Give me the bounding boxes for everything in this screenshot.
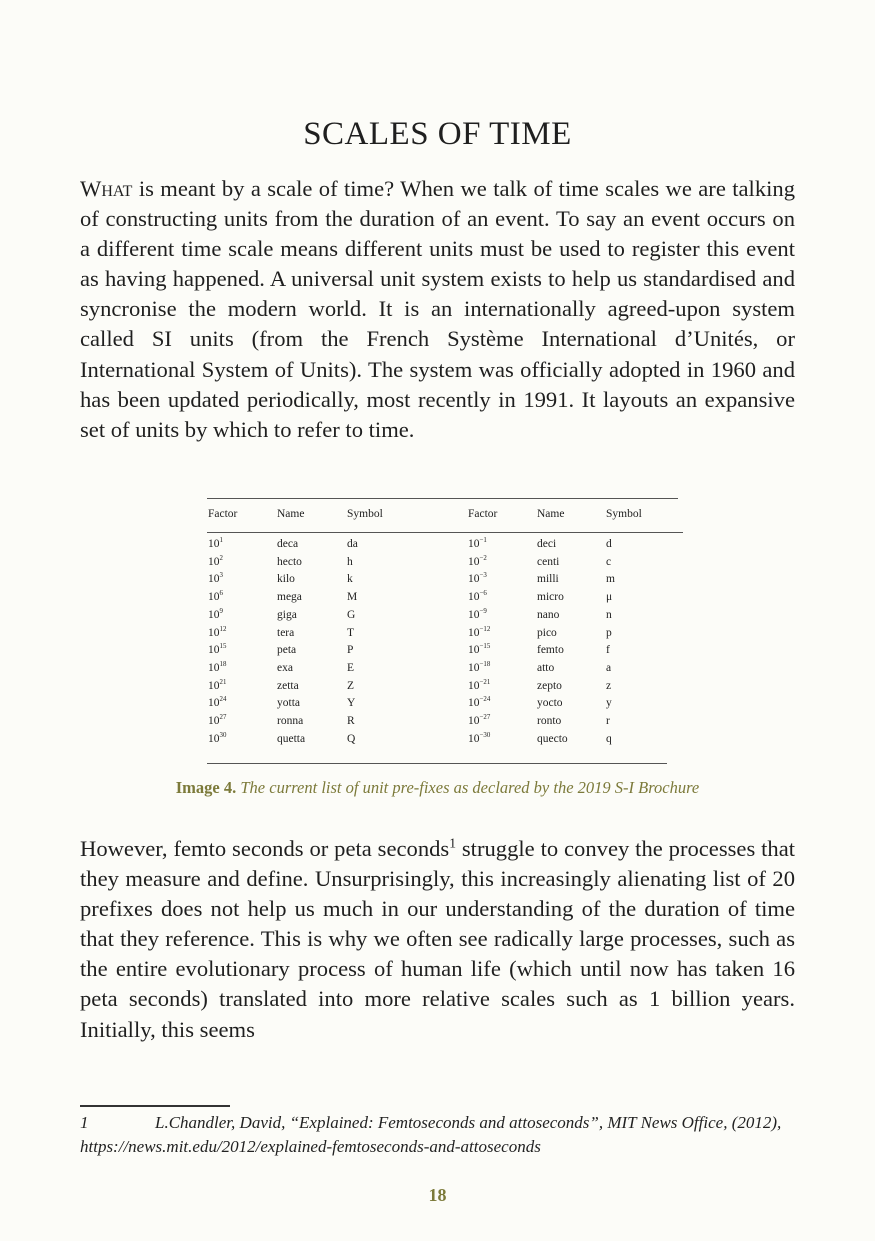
table-cell-symbol: E <box>347 661 355 674</box>
table-cell-symbol: f <box>606 644 610 657</box>
table-cell-name: ronna <box>277 715 304 727</box>
table-cell-name: kilo <box>277 573 295 586</box>
table-cell-symbol: Z <box>347 679 355 692</box>
table-cell-symbol: T <box>347 626 355 639</box>
table-cell-name: micro <box>537 591 564 604</box>
table-cell-symbol: q <box>606 732 612 745</box>
table-cell-factor: $10^2$ <box>208 554 223 568</box>
table-header-rule <box>207 532 683 533</box>
table-header-factor: Factor <box>468 508 498 520</box>
table-cell-symbol: n <box>606 608 612 621</box>
table-cell-name: quetta <box>277 732 306 745</box>
table-cell-name: deci <box>537 538 557 550</box>
figure-caption <box>0 778 875 798</box>
table-cell-factor: $10^{-24}$ <box>468 696 491 710</box>
table-cell-factor: $10^{24}$ <box>208 696 227 710</box>
table-cell-factor: $10^{18}$ <box>208 661 227 674</box>
table-cell-factor: $10^{-1}$ <box>468 537 487 550</box>
table-cell-name: femto <box>537 644 564 657</box>
table-cell-name: hecto <box>277 555 302 568</box>
table-cell-symbol: M <box>347 591 358 604</box>
table-cell-factor: $10^6$ <box>208 590 223 604</box>
table-cell-name: giga <box>277 608 297 621</box>
table-cell-factor: $10^9$ <box>208 607 223 621</box>
table-cell-symbol: R <box>347 715 355 727</box>
footnote-reference[interactable]: 1 <box>449 835 456 851</box>
table-cell-symbol: m <box>606 573 615 586</box>
table-cell-factor: $10^{-2}$ <box>468 554 487 568</box>
table-cell-factor: $10^{27}$ <box>208 714 227 727</box>
table-cell-factor: $10^{-6}$ <box>468 590 487 604</box>
table-cell-factor: $10^{21}$ <box>208 678 227 692</box>
table-header-name: Name <box>537 508 565 520</box>
table-cell-symbol: μ <box>606 591 613 604</box>
table-cell-symbol: h <box>347 555 353 568</box>
body-text-after: struggle to convey the processes that they measure and define. Unsurprisingly, this increasingly alienating list of 20 prefixes does not help us much in our understanding of the duration of time that they reference. This is why we often see radically large processes, such as the entire evolutionary process of human life (which until now has taken 16 peta seconds) translated into more relative scales such as 1 billion years. Initially, this seems <box>80 836 796 1042</box>
table-cell-symbol: d <box>606 538 612 550</box>
table-cell-symbol: P <box>347 644 354 657</box>
footnote-number: 1 <box>80 1113 89 1132</box>
table-cell-name: yocto <box>537 697 563 710</box>
table-cell-symbol: Q <box>347 732 356 745</box>
table-cell-name: pico <box>537 626 557 639</box>
table-cell-factor: $10^{-21}$ <box>468 678 491 692</box>
table-cell-name: milli <box>537 573 559 586</box>
table-cell-factor: $10^{-9}$ <box>468 607 487 621</box>
table-header-name: Name <box>277 508 305 520</box>
table-bottom-rule <box>207 763 667 764</box>
intro-text: is meant by a scale of time? When we talk of time scales we are talking of constructing units from the duration of an event. To say an event occurs on a different time scale means different units must be used to register this event as having happened. A universal unit system exists to help us standardised and syncronise the modern world. It is an internationally agreed-upon system called SI units (from the French Système International d’Unités, or International System of Units). The system was officially adopted in 1960 and has been updated periodically, most recently in 1991. It layouts an expansive set of units by which to refer to time. <box>80 176 795 442</box>
table-cell-factor: $10^1$ <box>208 537 223 550</box>
table-cell-name: nano <box>537 608 560 621</box>
table-cell-symbol: p <box>606 626 612 639</box>
table-top-rule <box>207 498 678 499</box>
caption-label: Image 4. <box>175 778 237 797</box>
page-number: 18 <box>428 1185 447 1205</box>
page-title: SCALES OF TIME <box>303 116 572 152</box>
table-cell-factor: $10^{-3}$ <box>468 572 487 586</box>
table-cell-symbol: k <box>347 573 353 586</box>
table-cell-symbol: r <box>606 715 610 727</box>
intro-paragraph <box>80 174 795 445</box>
table-cell-name: peta <box>277 644 297 657</box>
table-cell-name: atto <box>537 661 555 674</box>
table-cell-factor: $10^{-18}$ <box>468 661 491 674</box>
table-cell-name: yotta <box>277 697 300 710</box>
table-header-symbol: Symbol <box>606 508 642 520</box>
body-text-before: However, femto seconds or peta seconds <box>80 836 450 861</box>
table-cell-name: zepto <box>537 679 562 692</box>
table-cell-factor: $10^{-27}$ <box>468 714 491 727</box>
table-cell-factor: $10^{12}$ <box>208 625 227 639</box>
table-cell-symbol: c <box>606 555 612 568</box>
table-header-symbol: Symbol <box>347 508 383 520</box>
table-cell-symbol: z <box>606 679 612 692</box>
caption-text: The current list of unit pre-fixes as declared by the 2019 S-I Brochure <box>240 778 700 797</box>
table-cell-factor: $10^{-30}$ <box>468 731 491 745</box>
table-cell-factor: $10^{-12}$ <box>468 625 491 639</box>
table-header-factor: Factor <box>208 508 238 520</box>
table-cell-symbol: a <box>606 661 612 674</box>
table-cell-symbol: G <box>347 608 356 621</box>
table-cell-name: mega <box>277 591 302 604</box>
table-cell-name: tera <box>277 626 295 639</box>
intro-lead-word: What <box>80 176 133 201</box>
table-cell-name: ronto <box>537 715 562 727</box>
table-cell-symbol: y <box>606 697 612 710</box>
body-paragraph <box>80 834 795 1045</box>
table-cell-factor: $10^{15}$ <box>208 643 227 657</box>
footnote <box>80 1111 795 1159</box>
table-cell-factor: $10^{-15}$ <box>468 643 491 657</box>
si-prefix-table <box>207 496 685 768</box>
table-cell-name: exa <box>277 661 293 674</box>
table-cell-factor: $10^3$ <box>208 572 223 586</box>
table-cell-factor: $10^{30}$ <box>208 731 227 745</box>
table-cell-name: zetta <box>277 679 299 692</box>
table-cell-name: quecto <box>537 732 568 745</box>
table-cell-name: deca <box>277 538 299 550</box>
table-cell-symbol: Y <box>347 697 356 710</box>
table-cell-symbol: da <box>347 538 358 550</box>
footnote-divider <box>80 1105 230 1107</box>
footnote-text: L.Chandler, David, “Explained: Femtoseconds and attoseconds”, MIT News Office, (2012), https://news.mit.edu/2012/explained-femtoseconds-and-attoseconds <box>80 1113 782 1156</box>
table-cell-name: centi <box>537 555 560 568</box>
